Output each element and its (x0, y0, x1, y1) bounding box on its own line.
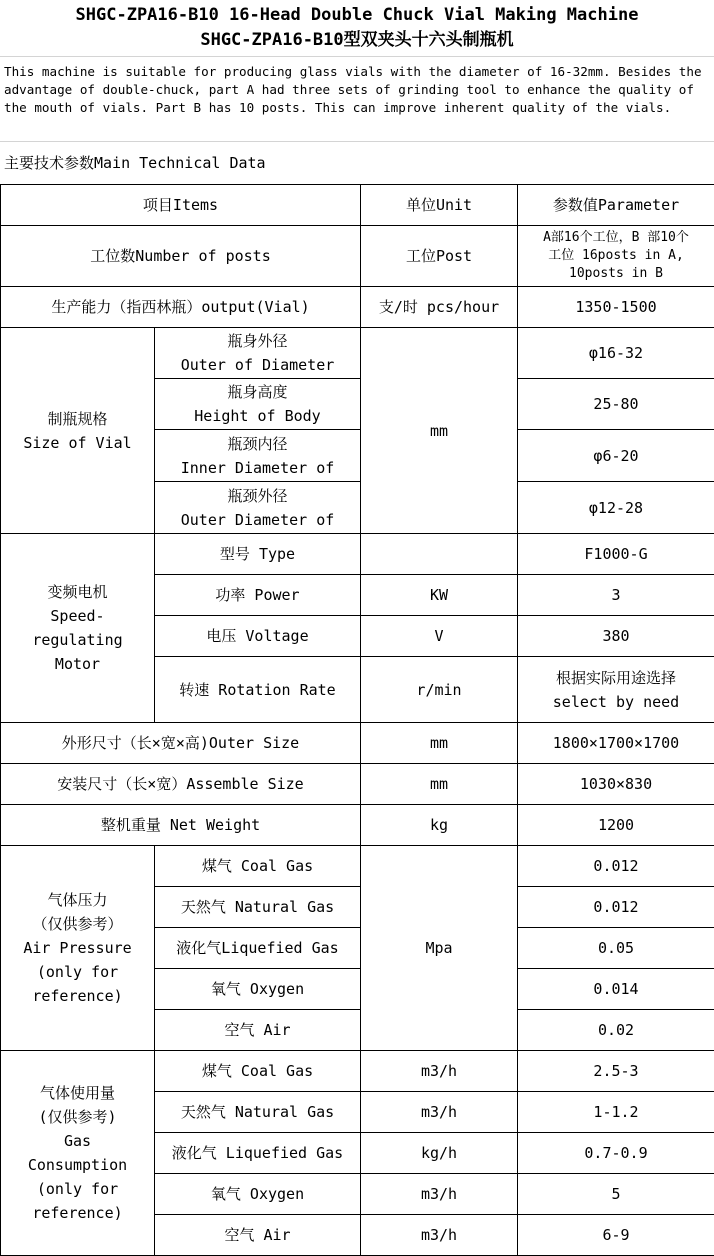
posts-unit: 工位Post (361, 226, 518, 287)
posts-value (518, 226, 714, 287)
air-pressure-group-line5: reference) (32, 987, 123, 1005)
vial-item-cn: 瓶颈外径 (227, 486, 288, 505)
assemble-size-value: 1030×830 (518, 764, 714, 805)
vial-item-label (155, 482, 361, 534)
table-row (1, 534, 714, 575)
table-row (1, 287, 714, 328)
air-pressure-item-value: 0.012 (518, 846, 714, 887)
title-line-english: SHGC-ZPA16-B10 16-Head Double Chuck Vial Making Machine (75, 5, 639, 25)
gas-consumption-item-unit: m3/h (361, 1051, 518, 1092)
header-items: 项目Items (1, 185, 361, 226)
motor-rotation-unit: r/min (361, 657, 518, 723)
motor-type-label: 型号 Type (155, 534, 361, 575)
vial-item-en: Outer of Diameter (180, 356, 335, 374)
motor-voltage-unit: V (361, 616, 518, 657)
air-pressure-item-value: 0.02 (518, 1010, 714, 1051)
net-weight-unit: kg (361, 805, 518, 846)
gas-consumption-item-value: 2.5-3 (518, 1051, 714, 1092)
gas-consumption-item-value: 1-1.2 (518, 1092, 714, 1133)
motor-voltage-value: 380 (518, 616, 714, 657)
air-pressure-group-line3: Air Pressure (23, 939, 132, 957)
header-parameter: 参数值Parameter (518, 185, 714, 226)
table-header-row (1, 185, 714, 226)
air-pressure-group-line1: 气体压力 (47, 891, 108, 909)
motor-type-unit (361, 534, 518, 575)
posts-value-line2: 工位 16posts in A, (548, 248, 684, 263)
motor-rotation-value (518, 657, 714, 723)
motor-group-line1: 变频电机 (47, 583, 108, 601)
posts-label: 工位数Number of posts (1, 226, 361, 287)
vial-item-cn: 瓶身外径 (227, 332, 288, 350)
net-weight-value: 1200 (518, 805, 714, 846)
air-pressure-group-line4: (only for (36, 963, 119, 981)
outer-size-value: 1800×1700×1700 (518, 723, 714, 764)
divider (0, 56, 714, 57)
gas-consumption-item-value: 0.7-0.9 (518, 1133, 714, 1174)
intro-paragraph: This machine is suitable for producing glass vials with the diameter of 16-32mm. Besides the advantage of double-chuck, part A had three sets of grinding tool to enhance the quality of the mouth of vials. Part B has 10 posts. This can improve inherent quality of the vials. (4, 64, 710, 115)
gas-consumption-item-unit: m3/h (361, 1215, 518, 1256)
air-pressure-item-label: 氧气 Oxygen (155, 969, 361, 1010)
assemble-size-unit: mm (361, 764, 518, 805)
vial-item-label (155, 430, 361, 482)
vial-item-value: φ16-32 (518, 328, 714, 379)
vial-group-cn: 制瓶规格 (47, 409, 108, 428)
motor-group-line4: Motor (54, 655, 101, 673)
gas-consumption-item-unit: kg/h (361, 1133, 518, 1174)
air-pressure-item-label: 液化气Liquefied Gas (155, 928, 361, 969)
table-row (1, 764, 714, 805)
gas-consumption-item-label: 液化气 Liquefied Gas (155, 1133, 361, 1174)
vial-item-en: Outer Diameter of (180, 510, 335, 529)
output-value: 1350-1500 (518, 287, 714, 328)
motor-group-label (1, 534, 155, 723)
vial-group-label (1, 328, 155, 534)
title-line-chinese: SHGC-ZPA16-B10型双夹头十六头制瓶机 (200, 30, 514, 50)
output-label: 生产能力（指西林瓶）output(Vial) (1, 287, 361, 328)
air-pressure-item-label: 煤气 Coal Gas (155, 846, 361, 887)
header-unit: 单位Unit (361, 185, 518, 226)
air-pressure-item-value: 0.012 (518, 887, 714, 928)
vial-group-en: Size of Vial (23, 433, 132, 452)
table-row (1, 226, 714, 287)
table-row (1, 846, 714, 887)
gas-consumption-item-value: 5 (518, 1174, 714, 1215)
vial-item-value: 25-80 (518, 379, 714, 430)
outer-size-label: 外形尺寸（长×宽×高)Outer Size (1, 723, 361, 764)
gas-consumption-item-value: 6-9 (518, 1215, 714, 1256)
gas-consumption-group-line3: Gas (63, 1132, 92, 1150)
motor-group-line2: Speed- (50, 607, 105, 625)
motor-rotation-value-cn: 根据实际用途选择 (555, 668, 676, 687)
vial-item-cn: 瓶颈内径 (227, 434, 288, 453)
gas-consumption-group-line4: Consumption (27, 1156, 128, 1174)
gas-consumption-group-line1: 气体使用量 (39, 1084, 115, 1102)
gas-consumption-item-label: 氧气 Oxygen (155, 1174, 361, 1215)
gas-consumption-group-line6: reference) (32, 1204, 123, 1222)
air-pressure-group-line2: （仅供参考） (32, 915, 123, 933)
assemble-size-label: 安装尺寸（长×宽）Assemble Size (1, 764, 361, 805)
motor-rotation-label: 转速 Rotation Rate (155, 657, 361, 723)
gas-consumption-item-unit: m3/h (361, 1174, 518, 1215)
gas-consumption-item-unit: m3/h (361, 1092, 518, 1133)
vial-unit: mm (361, 328, 518, 534)
motor-voltage-label: 电压 Voltage (155, 616, 361, 657)
posts-value-line1: A部16个工位，B 部10个 (543, 230, 689, 245)
table-row (1, 723, 714, 764)
air-pressure-item-label: 天然气 Natural Gas (155, 887, 361, 928)
outer-size-unit: mm (361, 723, 518, 764)
motor-rotation-value-en: select by need (552, 692, 680, 711)
table-row (1, 1051, 714, 1092)
motor-group-line3: regulating (32, 631, 123, 649)
vial-item-label (155, 379, 361, 430)
gas-consumption-item-label: 煤气 Coal Gas (155, 1051, 361, 1092)
vial-item-en: Height of Body (194, 407, 321, 425)
gas-consumption-group-label (1, 1051, 155, 1256)
gas-consumption-item-label: 空气 Air (155, 1215, 361, 1256)
gas-consumption-group-line5: (only for (36, 1180, 119, 1198)
table-row (1, 805, 714, 846)
motor-power-label: 功率 Power (155, 575, 361, 616)
motor-power-unit: KW (361, 575, 518, 616)
divider (0, 141, 714, 142)
gas-consumption-item-label: 天然气 Natural Gas (155, 1092, 361, 1133)
air-pressure-unit: Mpa (361, 846, 518, 1051)
vial-item-cn: 瓶身高度 (227, 383, 288, 401)
air-pressure-group-label (1, 846, 155, 1051)
vial-item-value: φ12-28 (518, 482, 714, 534)
spec-table (0, 184, 714, 1256)
vial-item-label (155, 328, 361, 379)
posts-value-line3: 10posts in B (569, 266, 663, 281)
air-pressure-item-value: 0.05 (518, 928, 714, 969)
net-weight-label: 整机重量 Net Weight (1, 805, 361, 846)
motor-type-value: F1000-G (518, 534, 714, 575)
output-unit: 支/时 pcs/hour (361, 287, 518, 328)
vial-item-en: Inner Diameter of (180, 458, 335, 477)
air-pressure-item-value: 0.014 (518, 969, 714, 1010)
table-row (1, 328, 714, 379)
vial-item-value: φ6-20 (518, 430, 714, 482)
section-title: 主要技术参数Main Technical Data (4, 154, 266, 172)
air-pressure-item-label: 空气 Air (155, 1010, 361, 1051)
gas-consumption-group-line2: (仅供参考) (38, 1108, 117, 1126)
motor-power-value: 3 (518, 575, 714, 616)
